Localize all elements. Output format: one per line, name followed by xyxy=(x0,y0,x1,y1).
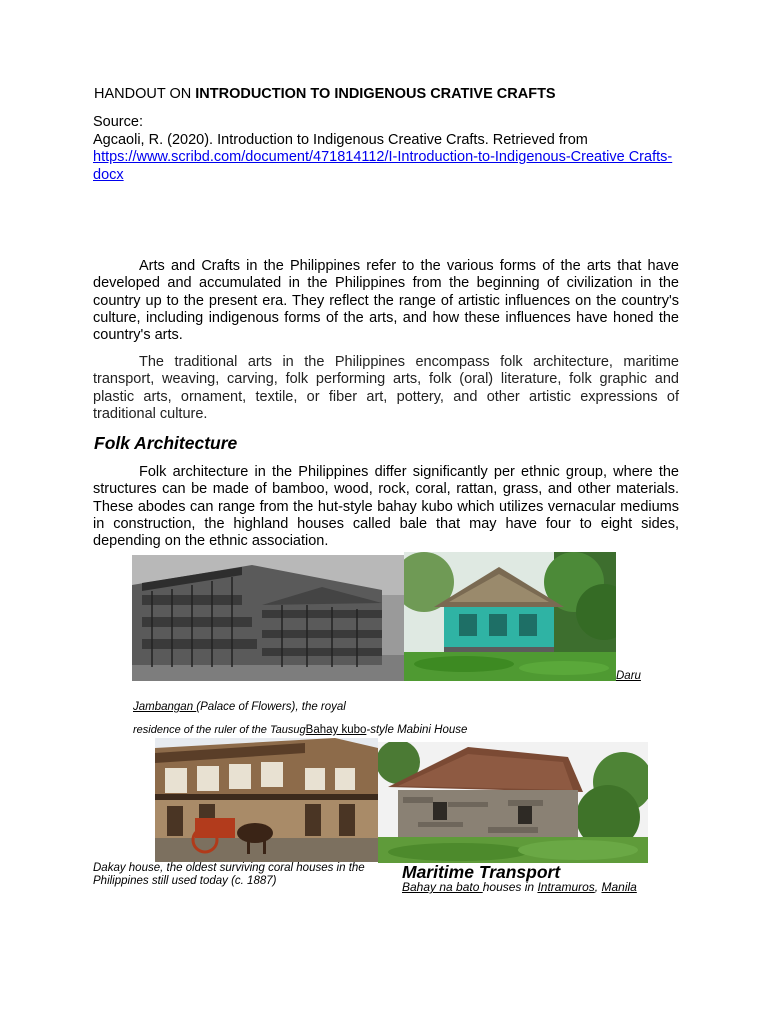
caption-manila-link[interactable]: Manila xyxy=(601,880,637,894)
source-citation: Agcaoli, R. (2020). Introduction to Indigenous Creative Crafts. Retrieved from xyxy=(93,131,588,148)
source-label: Source: xyxy=(93,114,143,130)
paragraph-2-text: The traditional arts in the Philippines encompass folk architecture, maritime transport, weaving, carving, folk performing arts, folk (oral) literature, folk graphic and plastic arts, ornament, textile, or fiber art, pottery, and other artistic expressions of traditional culture. xyxy=(93,354,679,422)
paragraph-folk-architecture xyxy=(93,464,679,550)
caption-daru xyxy=(616,670,641,683)
caption-tausug-text: residence of the ruler of the Tausug xyxy=(133,724,306,736)
caption-bahay-na-bato-link[interactable]: Bahay na bato xyxy=(402,880,483,894)
photo-bahay-kubo xyxy=(404,552,616,681)
caption-intramuros-link[interactable]: Intramuros xyxy=(537,880,595,894)
photo-stone-house xyxy=(378,742,648,863)
heading-folk-architecture: Folk Architecture xyxy=(94,433,238,453)
caption-jambangan-text: (Palace of Flowers), the royal xyxy=(196,701,346,713)
source-link[interactable]: https://www.scribd.com/document/471814112/I-Introduction-to-Indigenous-Creative Crafts-docx xyxy=(93,149,673,183)
caption-bahay-na-bato-text: houses in xyxy=(482,880,538,894)
paragraph-1-text: Arts and Crafts in the Philippines refer to the various forms of the arts that have developed and accumulated in the Philippines from the beginning of civilization in the country up to the present era. They reflect the range of artistic influences on the country's culture, including indigenous forms of the arts, and how these influences have honed the country's arts. xyxy=(93,258,679,344)
photo-daru-jambangan xyxy=(132,555,404,681)
paragraph-3-text: Folk architecture in the Philippines differ significantly per ethnic group, where the structures can be made of bamboo, wood, rock, coral, rattan, grass, and other materials. These abodes can range from the hut-style bahay kubo which utilizes vernacular mediums in construction, the highland houses called bale that may have four to eight sides, depending on the ethnic association. xyxy=(93,464,679,550)
caption-bahay-na-bato xyxy=(402,881,637,894)
source-block xyxy=(93,114,683,184)
caption-jambangan-link[interactable]: Jambangan xyxy=(133,701,197,713)
caption-dakay: Dakay house, the oldest surviving coral houses in the Philippines still used today (c. 1887) xyxy=(93,862,365,887)
caption-bahay-kubo-link[interactable]: Bahay kubo xyxy=(305,724,367,736)
paragraph-arts-crafts xyxy=(93,258,679,344)
caption-tausug-bahay-kubo xyxy=(133,724,467,737)
title-text: INTRODUCTION TO INDIGENOUS CRATIVE CRAFTS xyxy=(195,86,556,102)
caption-bahay-kubo-text: -style Mabini House xyxy=(366,724,468,736)
photo-street-houses xyxy=(155,738,378,862)
paragraph-traditional-arts xyxy=(93,354,679,423)
title-prefix: HANDOUT ON xyxy=(94,86,196,102)
heading-maritime-transport: Maritime Transport xyxy=(402,862,561,882)
caption-daru-link[interactable]: Daru xyxy=(616,670,641,682)
caption-comma: , xyxy=(594,880,602,894)
document-title xyxy=(94,86,556,102)
caption-jambangan xyxy=(133,701,346,714)
